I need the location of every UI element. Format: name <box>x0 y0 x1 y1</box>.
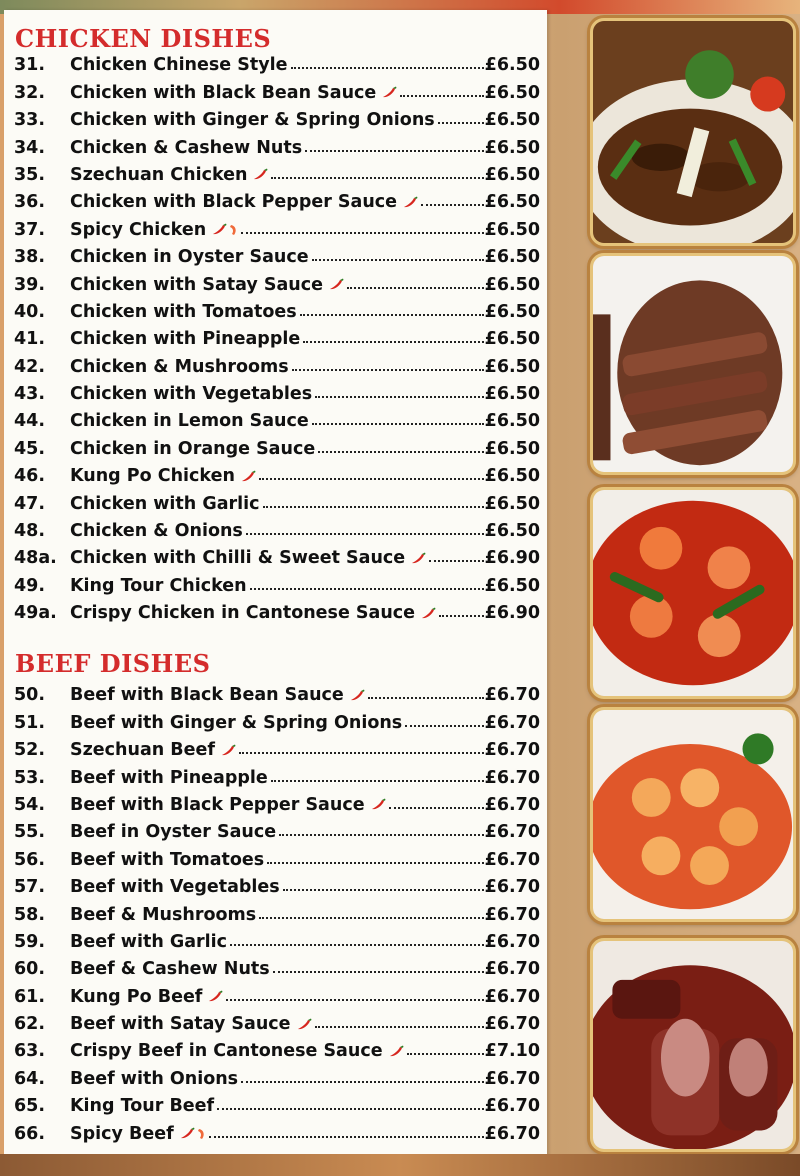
item-name: Chicken Chinese Style <box>70 55 288 76</box>
dot-leader <box>230 944 484 946</box>
menu-item <box>14 541 540 568</box>
item-number: 65. <box>14 1096 46 1117</box>
dot-leader <box>305 150 483 152</box>
item-name: Beef with Onions <box>70 1068 239 1089</box>
dot-leader <box>267 862 483 864</box>
chili-pepper-icon <box>296 1018 312 1031</box>
menu-item <box>14 952 540 979</box>
dot-leader <box>217 1108 483 1110</box>
chili-pepper-icon <box>211 223 227 236</box>
item-price: £6.70 <box>484 822 540 843</box>
dot-leader <box>439 615 484 617</box>
item-number: 34. <box>14 137 46 158</box>
dot-leader <box>279 834 484 836</box>
menu-item <box>14 705 540 732</box>
item-number: 61. <box>14 986 46 1007</box>
item-price: £6.70 <box>484 1068 540 1089</box>
item-number: 60. <box>14 959 46 980</box>
dot-leader <box>315 1026 484 1028</box>
dot-leader <box>429 560 483 562</box>
roast-duck-photo <box>590 253 796 475</box>
menu-item <box>14 568 540 595</box>
item-name: Beef with Garlic <box>70 931 228 952</box>
item-price: £6.70 <box>484 794 540 815</box>
menu-item <box>14 842 540 869</box>
item-number: 46. <box>14 466 46 487</box>
dot-leader <box>318 451 483 453</box>
item-number: 37. <box>14 219 46 240</box>
menu-item <box>14 979 540 1006</box>
item-name: Kung Po Beef <box>70 987 223 1007</box>
item-price: £6.50 <box>484 82 540 103</box>
menu-item <box>14 897 540 924</box>
item-name: Szechuan Beef <box>70 740 236 760</box>
item-price: £6.70 <box>484 1123 540 1144</box>
item-name: Beef with Pineapple <box>70 767 268 788</box>
item-number: 53. <box>14 767 46 788</box>
item-name: Spicy Chicken <box>70 220 238 240</box>
item-price: £6.70 <box>484 904 540 925</box>
char-siu-pork-photo <box>590 938 796 1152</box>
item-price: £6.50 <box>484 137 540 158</box>
dot-leader <box>407 1053 484 1055</box>
dot-leader <box>239 752 484 754</box>
dot-leader <box>226 999 483 1001</box>
item-number: 49. <box>14 575 46 596</box>
dot-leader <box>250 588 484 590</box>
menu-item <box>14 185 540 212</box>
menu-item <box>14 788 540 815</box>
chili-pepper-icon <box>220 744 236 757</box>
chili-pepper-icon <box>402 196 418 209</box>
item-number: 49a. <box>14 603 57 624</box>
item-price: £6.70 <box>484 849 540 870</box>
item-price: £6.70 <box>484 931 540 952</box>
item-price: £6.90 <box>484 548 540 569</box>
item-price: £6.50 <box>484 384 540 405</box>
item-price: £6.70 <box>484 986 540 1007</box>
item-name: Chicken with Black Bean Sauce <box>70 83 397 103</box>
dot-leader <box>246 533 484 535</box>
item-name: King Tour Chicken <box>70 575 247 596</box>
item-name: Chicken with Chilli & Sweet Sauce <box>70 548 426 568</box>
dot-leader <box>271 780 484 782</box>
menu-item <box>14 377 540 404</box>
item-number: 50. <box>14 685 46 706</box>
dot-leader <box>389 807 484 809</box>
item-price: £6.50 <box>484 329 540 350</box>
menu-item <box>14 1034 540 1061</box>
dot-leader <box>241 232 483 234</box>
item-name: Beef with Tomatoes <box>70 849 265 870</box>
item-number: 35. <box>14 164 46 185</box>
item-price: £6.50 <box>484 219 540 240</box>
item-name: Chicken with Garlic <box>70 493 260 514</box>
item-name: Beef & Mushrooms <box>70 904 257 925</box>
chili-pepper-icon <box>370 798 386 811</box>
chili-pepper-icon <box>381 86 397 99</box>
item-price: £6.50 <box>484 466 540 487</box>
page-bottom-border <box>0 1154 800 1176</box>
item-name: Chicken with Satay Sauce <box>70 275 344 295</box>
dot-leader <box>347 287 484 289</box>
item-number: 43. <box>14 384 46 405</box>
item-price: £6.70 <box>484 877 540 898</box>
item-price: £6.70 <box>484 767 540 788</box>
item-name: Kung Po Chicken <box>70 466 256 486</box>
item-number: 31. <box>14 55 46 76</box>
item-number: 44. <box>14 411 46 432</box>
dot-leader <box>259 917 483 919</box>
section-title-chicken: CHICKEN DISHES <box>15 24 272 53</box>
item-number: 57. <box>14 877 46 898</box>
item-price: £6.70 <box>484 959 540 980</box>
item-price: £6.90 <box>484 603 540 624</box>
chili-pepper-icon <box>328 278 344 291</box>
menu-item <box>14 75 540 102</box>
item-number: 42. <box>14 356 46 377</box>
item-name: Chicken with Black Pepper Sauce <box>70 192 418 212</box>
shrimp-icon <box>228 224 238 236</box>
item-price: £6.70 <box>484 740 540 761</box>
dot-leader <box>405 725 483 727</box>
dot-leader <box>263 506 484 508</box>
dot-leader <box>438 122 484 124</box>
item-name: Chicken & Mushrooms <box>70 356 289 377</box>
dot-leader <box>315 396 483 398</box>
item-price: £6.50 <box>484 247 540 268</box>
item-number: 36. <box>14 192 46 213</box>
item-price: £6.50 <box>484 110 540 131</box>
item-name: Beef & Cashew Nuts <box>70 959 270 980</box>
item-price: £6.70 <box>484 1096 540 1117</box>
dot-leader <box>241 1081 484 1083</box>
dot-leader <box>271 177 483 179</box>
item-number: 33. <box>14 110 46 131</box>
dot-leader <box>273 971 484 973</box>
item-number: 66. <box>14 1123 46 1144</box>
dot-leader <box>400 95 483 97</box>
item-number: 40. <box>14 301 46 322</box>
item-number: 56. <box>14 849 46 870</box>
item-price: £6.50 <box>484 301 540 322</box>
item-name: Beef with Black Bean Sauce <box>70 685 365 705</box>
item-name: Spicy Beef <box>70 1124 206 1144</box>
item-price: £6.50 <box>484 356 540 377</box>
menu-item <box>14 486 540 513</box>
item-number: 38. <box>14 247 46 268</box>
menu-item <box>14 596 540 623</box>
dot-leader <box>300 314 484 316</box>
menu-item <box>14 404 540 431</box>
menu-item <box>14 431 540 458</box>
item-name: Chicken in Orange Sauce <box>70 438 316 459</box>
menu-item <box>14 514 540 541</box>
item-name: Chicken & Cashew Nuts <box>70 137 303 158</box>
chili-pepper-icon <box>252 168 268 181</box>
item-name: Chicken & Onions <box>70 521 243 542</box>
item-price: £6.50 <box>484 55 540 76</box>
sweet-sour-prawns-photo <box>590 707 796 922</box>
chili-pepper-icon <box>388 1045 404 1058</box>
item-price: £6.50 <box>484 164 540 185</box>
item-name: King Tour Beef <box>70 1096 215 1117</box>
item-number: 55. <box>14 822 46 843</box>
item-number: 48a. <box>14 548 57 569</box>
menu-item <box>14 295 540 322</box>
item-name: Beef with Satay Sauce <box>70 1014 312 1034</box>
menu-item <box>14 48 540 75</box>
menu-item <box>14 678 540 705</box>
item-name: Beef with Black Pepper Sauce <box>70 795 386 815</box>
item-number: 47. <box>14 493 46 514</box>
menu-item <box>14 322 540 349</box>
item-name: Chicken with Vegetables <box>70 384 313 405</box>
item-number: 39. <box>14 274 46 295</box>
dot-leader <box>312 423 484 425</box>
menu-item <box>14 130 540 157</box>
item-number: 58. <box>14 904 46 925</box>
dot-leader <box>292 369 484 371</box>
menu-item <box>14 459 540 486</box>
menu-item <box>14 733 540 760</box>
menu-item <box>14 925 540 952</box>
item-number: 63. <box>14 1041 46 1062</box>
item-name: Chicken in Lemon Sauce <box>70 411 309 432</box>
chili-pepper-icon <box>240 470 256 483</box>
beef-menu-list <box>14 678 540 1144</box>
dot-leader <box>303 341 483 343</box>
menu-item <box>14 870 540 897</box>
item-price: £6.70 <box>484 685 540 706</box>
dot-leader <box>421 204 484 206</box>
item-price: £6.50 <box>484 192 540 213</box>
item-name: Chicken with Tomatoes <box>70 301 297 322</box>
item-number: 52. <box>14 740 46 761</box>
chili-pepper-icon <box>410 552 426 565</box>
dot-leader <box>283 889 484 891</box>
item-price: £6.50 <box>484 521 540 542</box>
item-number: 45. <box>14 438 46 459</box>
item-price: £6.70 <box>484 712 540 733</box>
item-price: £6.50 <box>484 575 540 596</box>
chilli-prawns-photo <box>590 487 796 699</box>
dot-leader <box>259 478 484 480</box>
menu-item <box>14 1061 540 1088</box>
stir-fry-beef-photo <box>590 18 796 246</box>
item-name: Chicken in Oyster Sauce <box>70 247 309 268</box>
item-name: Beef with Ginger & Spring Onions <box>70 712 403 733</box>
item-number: 62. <box>14 1014 46 1035</box>
menu-item <box>14 1089 540 1116</box>
dot-leader <box>209 1136 484 1138</box>
item-name: Chicken with Ginger & Spring Onions <box>70 110 435 131</box>
dot-leader <box>368 697 484 699</box>
item-name: Chicken with Pineapple <box>70 329 301 350</box>
section-title-beef: BEEF DISHES <box>15 649 211 678</box>
chicken-menu-list <box>14 48 540 623</box>
menu-item <box>14 158 540 185</box>
menu-item <box>14 1116 540 1143</box>
item-price: £6.70 <box>484 1014 540 1035</box>
shrimp-icon <box>196 1128 206 1140</box>
dot-leader <box>312 259 484 261</box>
item-number: 64. <box>14 1068 46 1089</box>
item-number: 48. <box>14 521 46 542</box>
menu-item <box>14 760 540 787</box>
item-number: 32. <box>14 82 46 103</box>
item-number: 41. <box>14 329 46 350</box>
menu-item <box>14 349 540 376</box>
menu-item <box>14 212 540 239</box>
item-number: 59. <box>14 931 46 952</box>
chili-pepper-icon <box>349 689 365 702</box>
item-name: Beef in Oyster Sauce <box>70 822 277 843</box>
item-number: 54. <box>14 794 46 815</box>
item-name: Beef with Vegetables <box>70 877 280 898</box>
item-name: Szechuan Chicken <box>70 165 268 185</box>
dot-leader <box>291 67 484 69</box>
item-price: £6.50 <box>484 438 540 459</box>
item-name: Crispy Beef in Cantonese Sauce <box>70 1041 404 1061</box>
menu-item <box>14 240 540 267</box>
item-price: £6.50 <box>484 411 540 432</box>
menu-item <box>14 815 540 842</box>
item-price: £7.10 <box>484 1041 540 1062</box>
chili-pepper-icon <box>420 607 436 620</box>
item-number: 51. <box>14 712 46 733</box>
item-price: £6.50 <box>484 493 540 514</box>
chili-pepper-icon <box>179 1127 195 1140</box>
item-price: £6.50 <box>484 274 540 295</box>
menu-item <box>14 267 540 294</box>
menu-panel <box>4 10 547 1158</box>
menu-item <box>14 1007 540 1034</box>
menu-item <box>14 103 540 130</box>
item-name: Crispy Chicken in Cantonese Sauce <box>70 603 436 623</box>
chili-pepper-icon <box>207 990 223 1003</box>
